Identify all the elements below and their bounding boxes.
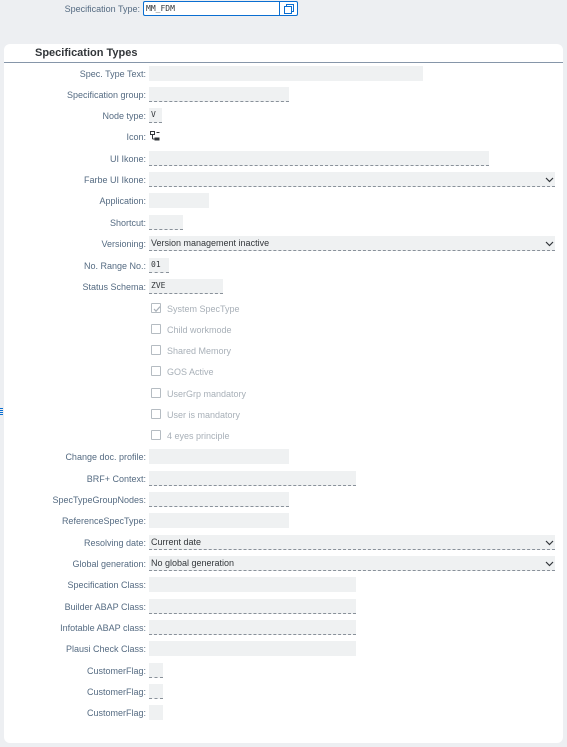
row-spec-type-group-nodes [0,491,567,509]
row-customer-flag-2 [0,683,567,701]
row-spec-type-text [0,65,567,83]
resolving-date-dropdown[interactable] [149,535,555,550]
versioning-dropdown[interactable] [149,236,555,251]
customer-flag-3-field[interactable] [149,705,163,720]
infotable-abap-class-field[interactable] [149,620,356,635]
row-builder-abap-class [0,598,567,616]
checkbox-box[interactable] [151,409,161,419]
customer-flag-label: CustomerFlag: [86,687,146,697]
row-reference-spec-type [0,512,567,530]
row-resolving-date [0,534,567,552]
plausi-check-class-label: Plausi Check Class: [65,644,146,654]
row-no-range-no [0,257,567,275]
ui-ikone-field[interactable] [149,151,489,166]
spec-group-label: Specification group: [66,90,146,100]
customer-flag-label: CustomerFlag: [86,666,146,676]
row-specification-class [0,576,567,594]
row-ui-ikone [0,150,567,168]
reference-spec-type-label: ReferenceSpecType: [61,516,146,526]
value-help-button[interactable] [279,1,298,16]
checkbox-label: Child workmode [167,325,232,335]
customer-flag-1-field[interactable] [149,663,163,678]
brf-context-label: BRF+ Context: [86,474,146,484]
spec-type-text-label: Spec. Type Text: [79,69,146,79]
change-doc-profile-field[interactable] [149,449,289,464]
builder-abap-class-field[interactable] [149,599,356,614]
checkbox-4-eyes-principle[interactable] [0,427,567,445]
row-status-schema [0,278,567,296]
icon-label: Icon: [126,132,146,142]
farbe-ui-ikone-dropdown[interactable] [149,172,555,187]
row-versioning [0,235,567,253]
chevron-down-icon [545,559,554,568]
chevron-down-icon [545,175,554,184]
global-generation-label: Global generation: [72,559,146,569]
checkbox-child-workmode[interactable] [0,321,567,339]
checkbox-box[interactable] [151,324,161,334]
node-type-label: Node type: [102,111,146,121]
shortcut-label: Shortcut: [109,218,146,228]
checkbox-box[interactable] [151,366,161,376]
spec-type-group-nodes-field[interactable] [149,492,289,507]
selection-bar [0,0,567,44]
row-icon [0,128,567,146]
application-field[interactable] [149,193,209,208]
brf-context-field[interactable] [149,471,356,486]
change-doc-profile-label: Change doc. profile: [65,452,146,462]
application-label: Application: [99,196,146,206]
checkbox-shared-memory[interactable] [0,342,567,360]
row-customer-flag-3 [0,704,567,722]
checkbox-gos-active[interactable] [0,363,567,381]
node-type-field[interactable]: V [149,108,162,123]
checkbox-label: GOS Active [167,367,214,377]
checkbox-box[interactable] [151,430,161,440]
reference-spec-type-field[interactable] [149,513,289,528]
specification-class-field[interactable] [149,577,356,592]
row-infotable-abap-class [0,619,567,637]
checkbox-label: 4 eyes principle [167,431,230,441]
row-shortcut [0,214,567,232]
row-node-type [0,107,567,125]
checkbox-system-spectype[interactable] [0,300,567,318]
shortcut-field[interactable] [149,215,183,230]
row-spec-group [0,86,567,104]
infotable-abap-class-label: Infotable ABAP class: [60,623,146,633]
panel-divider [4,62,563,63]
row-plausi-check-class [0,640,567,658]
no-range-no-field[interactable]: 01 [149,258,169,273]
spec-group-field[interactable] [149,87,289,102]
checkbox-label: UserGrp mandatory [167,389,247,399]
chevron-down-icon [545,239,554,248]
checkmark-icon [152,304,162,314]
spec-type-text-field[interactable] [149,66,423,81]
resolving-date-label: Resolving date: [83,538,146,548]
panel-title: Specification Types [35,47,138,59]
spec-type-input[interactable]: MM_FDM [143,1,279,16]
resolving-date-value: Current date [151,537,202,547]
global-generation-dropdown[interactable] [149,556,555,571]
checkbox-label: User is mandatory [167,410,241,420]
builder-abap-class-label: Builder ABAP Class: [64,602,146,612]
checkbox-label: Shared Memory [167,346,232,356]
ui-ikone-label: UI Ikone: [109,154,146,164]
row-change-doc-profile [0,448,567,466]
customer-flag-label: CustomerFlag: [86,708,146,718]
spec-type-label: Specification Type: [64,4,140,14]
customer-flag-2-field[interactable] [149,684,163,699]
row-brf-context [0,470,567,488]
checkbox-box[interactable] [151,388,161,398]
chevron-down-icon [545,538,554,547]
versioning-value: Version management inactive [151,238,270,248]
no-range-no-label: No. Range No.: [83,261,146,271]
checkbox-user-is-mandatory[interactable] [0,406,567,424]
hierarchy-node-icon [150,131,160,141]
checkbox-usergrp-mandatory[interactable] [0,385,567,403]
status-schema-field[interactable]: ZVE [149,279,223,294]
row-customer-flag-1 [0,662,567,680]
plausi-check-class-field[interactable] [149,641,356,656]
farbe-ui-ikone-label: Farbe UI Ikone: [83,175,146,185]
spec-type-group-nodes-label: SpecTypeGroupNodes: [52,495,146,505]
row-farbe-ui-ikone [0,171,567,189]
checkbox-box[interactable] [151,345,161,355]
row-global-generation [0,555,567,573]
versioning-label: Versioning: [101,239,146,249]
specification-class-label: Specification Class: [67,580,146,590]
row-application [0,192,567,210]
checkbox-box[interactable] [151,303,161,313]
global-generation-value: No global generation [151,558,235,568]
value-help-icon [284,4,294,14]
checkbox-label: System SpecType [167,304,240,314]
status-schema-label: Status Schema: [82,282,146,292]
